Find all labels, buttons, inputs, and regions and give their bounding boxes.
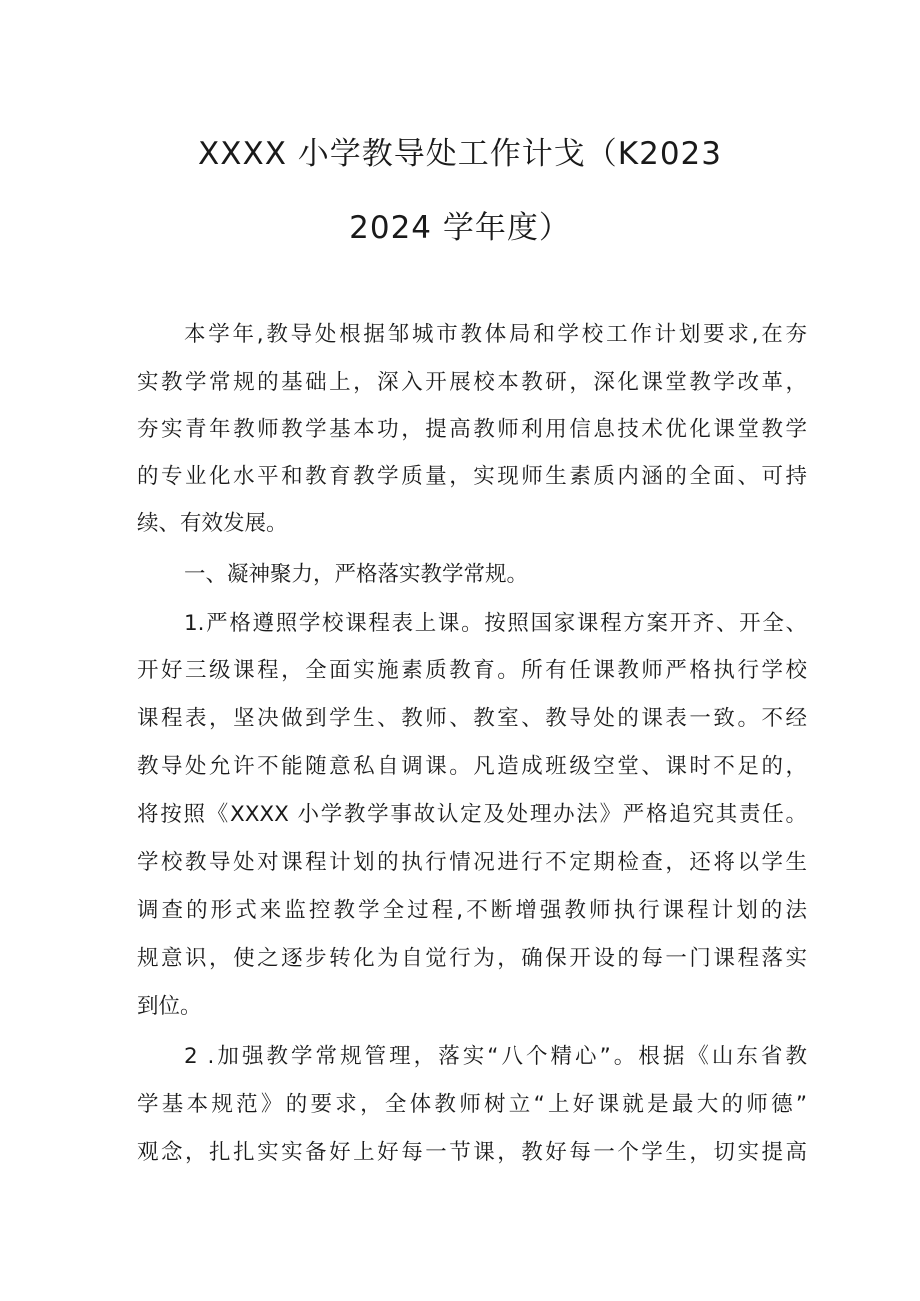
paragraph-line: 本学年,教导处根据邹城市教体局和学校工作计划要求,在夯 (184, 322, 807, 347)
paragraph-line: 开好三级课程，全面实施素质教育。所有任课教师严格执行学校 (137, 658, 807, 683)
document-title-line-1: XXXX 小学教导处工作计戈（K2023 (197, 136, 723, 172)
paragraph-line: 观念，扎扎实实备好上好每一节课，教好每一个学生，切实提高 (137, 1140, 807, 1165)
paragraph-line: 续、有效发展。 (137, 511, 288, 536)
paragraph-line: 1.严格遵照学校课程表上课。按照国家课程方案开齐、开全、 (184, 611, 807, 636)
paragraph-line: 调查的形式来监控教学全过程,不断增强教师执行课程计划的法 (137, 898, 807, 923)
paragraph-line: 学基本规范》的要求，全体教师树立“上好课就是最大的师德” (137, 1092, 807, 1117)
paragraph-line: 实教学常规的基础上，深入开展校本教研，深化课堂教学改革， (137, 370, 807, 395)
section-heading: 一、凝神聚力，严格落实教学常规。 (184, 562, 529, 587)
paragraph-line: 到位。 (137, 994, 202, 1019)
paragraph-line: 2 .加强教学常规管理，落实“八个精心”。根据《山东省教 (184, 1044, 807, 1069)
document-title-line-2: 2024 学年度） (349, 210, 571, 246)
paragraph-line: 规意识，使之逐步转化为自觉行为，确保开设的每一门课程落实 (137, 946, 807, 971)
paragraph-line: 学校教导处对课程计划的执行情况进行不定期检查，还将以学生 (137, 850, 807, 875)
paragraph-line: 夯实青年教师教学基本功，提高教师利用信息技术优化课堂教学 (137, 417, 807, 442)
paragraph-line: 将按照《XXXX 小学教学事故认定及处理办法》严格追究其责任。 (137, 802, 807, 827)
paragraph-line: 教导处允许不能随意私自调课。凡造成班级空堂、课时不足的， (137, 754, 807, 779)
paragraph-line: 课程表，坚决做到学生、教师、教室、教导处的课表一致。不经 (137, 706, 807, 731)
paragraph-line: 的专业化水平和教育教学质量，实现师生素质内涵的全面、可持 (137, 464, 807, 489)
